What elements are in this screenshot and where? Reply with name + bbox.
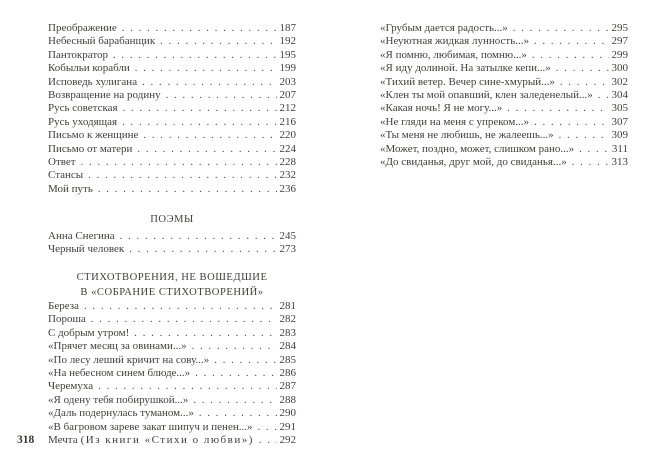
- toc-entry: [48, 313, 296, 326]
- toc-entry: [48, 116, 296, 129]
- toc-entry: [48, 380, 296, 393]
- dot-leader: [195, 367, 276, 380]
- toc-entry-title: Кобыльи корабли: [48, 62, 130, 75]
- toc-entry: [48, 62, 296, 75]
- toc-entry-title: Возвращение на родину: [48, 89, 161, 102]
- toc-entry-page: 309: [611, 129, 628, 142]
- dot-leader: [134, 327, 276, 340]
- toc-entry: [48, 183, 296, 196]
- dot-leader: [193, 394, 276, 407]
- toc-entry-page: 228: [279, 156, 296, 169]
- toc-entry-page: 224: [279, 142, 296, 155]
- toc-entry-title: Стансы: [48, 169, 84, 182]
- toc-entry-page: 281: [279, 299, 296, 312]
- toc-entry-page: 273: [279, 243, 296, 256]
- toc-entry-title: «Даль подернулась туманом...»: [48, 407, 194, 420]
- toc-entry-title: «Я помню, любимая, помню...»: [380, 48, 527, 61]
- toc-entry: [48, 76, 296, 89]
- toc-entry-page: 292: [279, 433, 296, 446]
- toc-entry-page: 195: [279, 48, 296, 61]
- toc-entry-page: 220: [279, 129, 296, 142]
- dot-leader: [579, 143, 609, 156]
- toc-entry: [380, 143, 628, 156]
- toc-entry-title: «До свиданья, друг мой, до свиданья...»: [380, 156, 567, 169]
- toc-entry: [48, 327, 296, 340]
- toc-entry-title: Небесный барабанщик: [48, 35, 156, 48]
- dot-leader: [91, 313, 277, 326]
- dot-leader: [572, 156, 609, 169]
- toc-entry-title: Письмо от матери: [48, 142, 133, 155]
- toc-entry: [48, 407, 296, 420]
- toc-entry-page: 212: [279, 102, 296, 115]
- toc-entry-page: 288: [279, 393, 296, 406]
- toc-entry-page: 236: [279, 182, 296, 195]
- toc-entry-title: Черемуха: [48, 380, 94, 393]
- toc-entry-title: Мечта: [48, 433, 78, 446]
- dot-leader: [166, 89, 277, 102]
- toc-entry-title: «На небесном синем блюде...»: [48, 366, 191, 379]
- toc-entry-page: 307: [611, 115, 628, 128]
- toc-entry: [48, 49, 296, 62]
- toc-entry-title: «Ты меня не любишь, не жалеешь...»: [380, 129, 554, 142]
- toc-entry-title: «Не гляди на меня с упреком...»: [380, 115, 530, 128]
- toc-entry-title: Письмо к женщине: [48, 129, 139, 142]
- dot-leader: [137, 143, 276, 156]
- dot-leader: [559, 129, 609, 142]
- dot-leader: [556, 62, 609, 75]
- toc-entry-title: Ответ: [48, 156, 76, 169]
- toc-entry: [380, 35, 628, 48]
- toc-entry: [48, 143, 296, 156]
- toc-entry: [48, 102, 296, 115]
- toc-entry-title: «Тихий ветер. Вечер сине-хмурый...»: [380, 75, 555, 88]
- dot-leader: [81, 156, 277, 169]
- toc-entry-title: С добрым утром!: [48, 326, 130, 339]
- toc-entry: [380, 62, 628, 75]
- toc-entry-page: 302: [611, 75, 628, 88]
- toc-entry: [48, 394, 296, 407]
- toc-entry-title: «Неуютная жидкая лунность...»: [380, 35, 529, 48]
- toc-entry-title: Береза: [48, 299, 79, 312]
- toc-entry-page: 232: [279, 169, 296, 182]
- toc-entry: [48, 156, 296, 169]
- dot-leader: [507, 102, 608, 115]
- toc-entry-title: Черный человек: [48, 243, 125, 256]
- toc-entry-page: 207: [279, 89, 296, 102]
- dot-leader: [598, 89, 609, 102]
- toc-entry: [48, 367, 296, 380]
- dot-leader: [214, 354, 276, 367]
- toc-entry: [48, 340, 296, 353]
- toc-entry: [48, 243, 296, 256]
- toc-entry: [380, 89, 628, 102]
- toc-entry-page: 305: [611, 102, 628, 115]
- dot-leader: [534, 116, 608, 129]
- dot-leader: [122, 116, 276, 129]
- toc-entry-page: 286: [279, 366, 296, 379]
- toc-entry-page: 283: [279, 326, 296, 339]
- toc-entry-page: 287: [279, 380, 296, 393]
- toc-entry: [48, 22, 296, 35]
- toc-entry-title: Русь уходящая: [48, 115, 118, 128]
- dot-leader: [88, 169, 276, 182]
- dot-leader: [532, 49, 609, 62]
- toc-entry: [48, 169, 296, 182]
- toc-entry-title: Пороша: [48, 313, 86, 326]
- toc-entry: [380, 156, 628, 169]
- running-page-number: 318: [17, 434, 35, 446]
- toc-entry-page: 311: [611, 142, 628, 155]
- toc-entry-title: Пантократор: [48, 48, 108, 61]
- toc-entry-title: «Грубым дается радость...»: [380, 22, 508, 34]
- toc-entry-page: 299: [611, 48, 628, 61]
- toc-entry-page: 295: [611, 22, 628, 34]
- toc-entry-title: Анна Снегина: [48, 229, 115, 242]
- toc-right-column: [380, 22, 628, 169]
- toc-entry-title-spaced: (Из книги «Стихи о любви»): [80, 433, 254, 446]
- section-heading: В «СОБРАНИЕ СТИХОТВОРЕНИЙ»: [80, 287, 264, 299]
- toc-entry-title: «В багровом зареве закат шипуч и пенен...»: [48, 420, 253, 433]
- dot-leader: [199, 407, 277, 420]
- dot-leader: [122, 22, 277, 35]
- dot-leader: [192, 340, 277, 353]
- toc-entry-page: 199: [279, 62, 296, 75]
- toc-entry-page: 300: [611, 62, 628, 75]
- dot-leader: [259, 434, 277, 447]
- toc-entry-title: «Клен ты мой опавший, клен заледенелый...»: [380, 89, 593, 102]
- section-heading: ПОЭМЫ: [150, 214, 194, 226]
- dot-leader: [84, 300, 277, 313]
- toc-entry-title: «Я иду долиной. На затылке кепи...»: [380, 62, 551, 75]
- toc-entry-page: 187: [279, 22, 296, 34]
- dot-leader: [98, 380, 276, 393]
- toc-entry-page: 216: [279, 115, 296, 128]
- toc-entry: [380, 102, 628, 115]
- toc-entry-page: 284: [279, 340, 296, 353]
- toc-entry: [48, 421, 296, 434]
- dot-leader: [123, 102, 277, 115]
- dot-leader: [160, 35, 276, 48]
- toc-entry: [380, 22, 628, 35]
- dot-leader: [257, 421, 276, 434]
- toc-entry-title: «Какая ночь! Я не могу...»: [380, 102, 503, 115]
- toc-entry: [48, 300, 296, 313]
- toc-entry-page: 245: [279, 229, 296, 242]
- section-heading: СТИХОТВОРЕНИЯ, НЕ ВОШЕДШИЕ: [76, 271, 268, 283]
- toc-entry-title: Преображение: [48, 22, 117, 34]
- dot-leader: [129, 243, 276, 256]
- toc-entry: [48, 354, 296, 367]
- toc-entry: [48, 129, 296, 142]
- dot-leader: [135, 62, 277, 75]
- toc-entry: [380, 116, 628, 129]
- toc-entry-title: Мой путь: [48, 182, 93, 195]
- toc-entry: [48, 35, 296, 48]
- dot-leader: [98, 183, 277, 196]
- toc-entry: [48, 89, 296, 102]
- dot-leader: [560, 76, 609, 89]
- toc-entry-title: «Я одену тебя побирушкой...»: [48, 393, 189, 406]
- toc-entry-page: 290: [279, 407, 296, 420]
- toc-entry: [380, 49, 628, 62]
- toc-entry-page: 282: [279, 313, 296, 326]
- toc-entry-page: 297: [611, 35, 628, 48]
- toc-left-column: [48, 22, 296, 447]
- toc-entry: [48, 434, 296, 447]
- dot-leader: [113, 49, 277, 62]
- dot-leader: [534, 35, 609, 48]
- toc-entry-page: 304: [611, 89, 628, 102]
- toc-entry-page: 313: [611, 156, 628, 169]
- toc-entry-title: «Прячет месяц за овинами...»: [48, 340, 187, 353]
- dot-leader: [513, 22, 609, 35]
- dot-leader: [120, 230, 277, 243]
- toc-entry-page: 285: [279, 353, 296, 366]
- dot-leader: [142, 76, 276, 89]
- toc-entry-title: «Может, поздно, может, слишком рано...»: [380, 142, 575, 155]
- toc-entry: [380, 76, 628, 89]
- toc-entry-title: Русь советская: [48, 102, 118, 115]
- toc-entry-page: 192: [279, 35, 296, 48]
- toc-entry-page: 203: [279, 75, 296, 88]
- toc-entry-title: Исповедь хулигана: [48, 75, 138, 88]
- toc-entry: [48, 230, 296, 243]
- toc-entry-title: «По лесу леший кричит на сову...»: [48, 353, 210, 366]
- toc-entry-page: 291: [279, 420, 296, 433]
- toc-entry: [380, 129, 628, 142]
- dot-leader: [143, 129, 276, 142]
